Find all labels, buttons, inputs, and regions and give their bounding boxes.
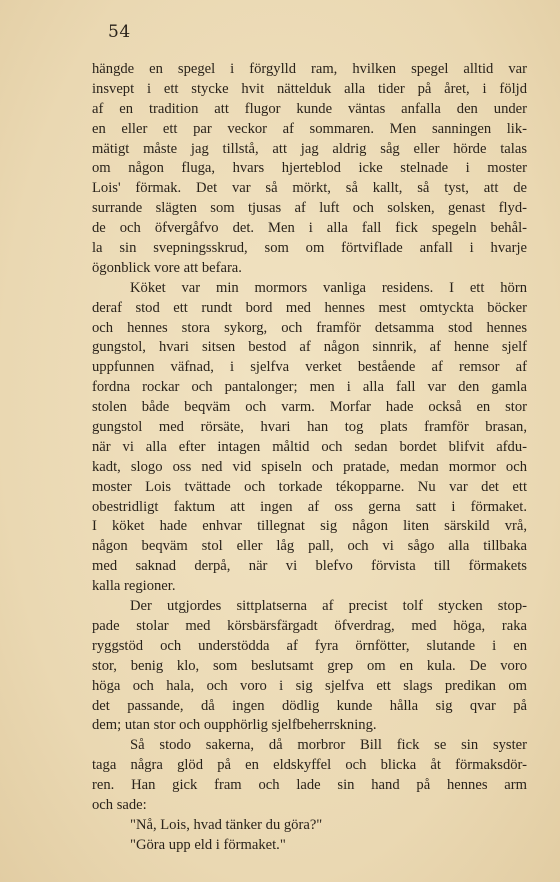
text-line: gungstol med rörsäte, hvari han tog plats framför brasan, (92, 419, 527, 436)
text-line: fordna rockar och pantalonger; men i alla fall var den gamla (92, 379, 527, 396)
text-line: kalla regioner. (92, 578, 176, 595)
text-line: när vi alla efter intagen måltid och sedan bordet blifvit afdu- (92, 438, 527, 455)
text-line: I köket hade enhvar tillegnat sig någon liten särskild vrå, (92, 518, 527, 535)
text-line: pade stolar med körsbärsfärgadt öfverdrag, med höga, raka (92, 617, 527, 634)
text-line: Köket var min mormors vanliga residens. I ett hörn (130, 279, 527, 296)
text-line: insvept i ett stycke hvit nättelduk alla tider på året, i följd (92, 80, 527, 97)
text-line: och hennes stora sykorg, och framför detsamma stod hennes (92, 319, 527, 336)
text-line: "Nå, Lois, hvad tänker du göra?" (130, 816, 323, 833)
text-line: ren. Han gick fram och lade sin hand på hennes arm (92, 777, 527, 794)
text-line: någon beqväm stol eller låg pall, och vi sågo alla tillbaka (92, 538, 527, 555)
text-line: Så stodo sakerna, då morbror Bill fick se sin syster (130, 737, 527, 754)
text-line: obestridligt faktum att ingen af oss gerna satt i förmaket. (92, 498, 527, 515)
text-line: af en tradition att flugor kunde väntas anfalla den under (92, 100, 527, 117)
text-line: ögonblick vore att befara. (92, 259, 242, 276)
text-line: om någon fluga, hvars hjerteblod icke stelnade i moster (92, 160, 527, 177)
text-line: hängde en spegel i förgylld ram, hvilken spegel alltid var (92, 61, 527, 77)
page-number: 54 (108, 22, 131, 42)
text-line: dem; utan stor och oupphörlig sjelfbeherrskning. (92, 717, 377, 734)
text-line: surrande slägten som tjusas af luft och solsken, genast flyd- (92, 200, 527, 217)
text-line: det passande, då ingen dödlig kunde hålla sig qvar på (92, 697, 527, 714)
text-line: och sade: (92, 796, 147, 813)
text-line: moster Lois tvättade och torkade tékopparne. Nu var det ett (92, 478, 527, 495)
text-line: stor, benig klo, som beslutsamt grep om en kula. De voro (92, 657, 527, 674)
text-line: mätigt måste jag tillstå, att jag aldrig såg eller hörde talas (92, 140, 527, 157)
text-line: de och öfvergåfvo det. Men i alla fall fick spegeln behål- (92, 220, 527, 237)
text-line: stolen både beqväm och varm. Morfar hade också en stor (92, 399, 527, 416)
text-line: med saknad derpå, när vi blefvo förvista till förmakets (92, 558, 527, 575)
text-line: Lois' förmak. Det var så mörkt, så kallt, så tyst, att de (92, 180, 527, 197)
text-line: gungstol, hvari sitsen bestod af någon sinnrik, af henne sjelf (92, 339, 527, 356)
text-line: Der utgjordes sittplatserna af precist tolf stycken stop- (130, 598, 527, 615)
text-line: ryggstöd och understödda af fyra örnfötter, slutande i en (92, 637, 527, 654)
body-text (92, 60, 527, 856)
text-line: la sin svepningsskrud, som om förtviflade anfall i hvarje (92, 240, 527, 257)
text-line: kadt, slogo oss ned vid spiseln och pratade, medan mormor och (92, 458, 527, 475)
text-line: höga och hala, och voro i sig sjelfva ett slags predikan om (92, 677, 527, 694)
text-line: deraf stod ett rundt bord med hennes mest omtyckta böcker (92, 299, 527, 316)
text-line: en eller ett par veckor af sommaren. Men sanningen lik- (92, 120, 527, 137)
text-line: uppfunnen väfnad, i sjelfva verket bestående af remsor af (92, 359, 527, 376)
text-line: "Göra upp eld i förmaket." (130, 836, 286, 853)
text-line: taga några glöd på en eldskyffel och blicka åt förmaksdör- (92, 757, 527, 774)
